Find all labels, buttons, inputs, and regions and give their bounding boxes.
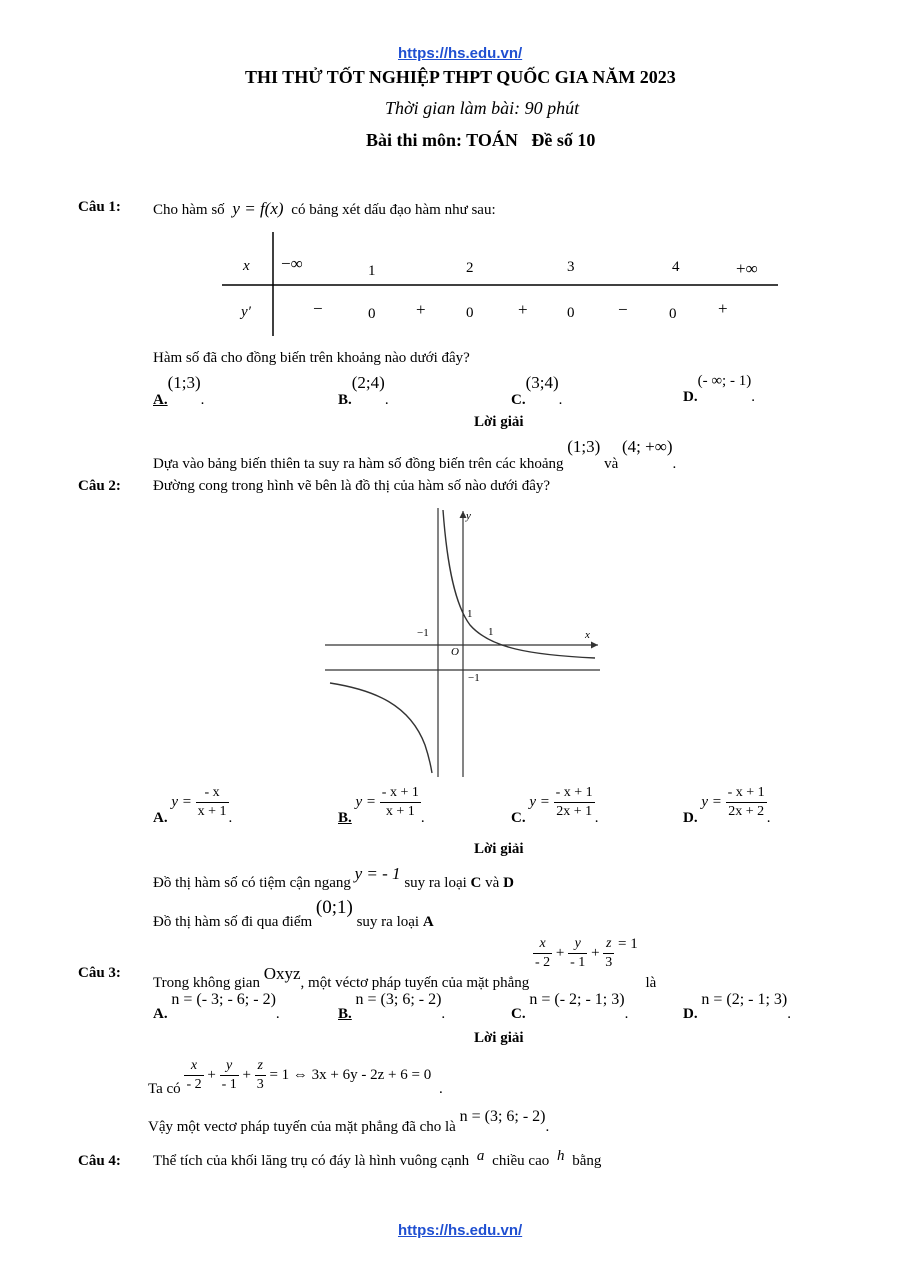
q1-solution-title: Lời giải xyxy=(474,414,524,430)
q3-option-a[interactable]: A. n = (- 3; - 6; - 2). xyxy=(153,991,280,1022)
q1-sign-1: − xyxy=(313,299,323,318)
q1-func: y = f(x) xyxy=(232,199,284,218)
q1-solution: Dựa vào bảng biến thiên ta suy ra hàm số đồng biến trên các khoảng (1;3) và (4; +∞). xyxy=(153,437,677,472)
curve-left-branch xyxy=(330,683,432,773)
q2-option-d[interactable]: D. y = $\frac{- x + 1}{2x + 2}$ . xyxy=(683,785,771,826)
q1-t-2: 2 xyxy=(466,260,474,276)
q1-option-b[interactable]: B.(2;4). xyxy=(338,373,389,408)
q1-sign-4: − xyxy=(618,300,628,319)
q1-zero-2: 0 xyxy=(466,305,474,321)
q1-t-4: 4 xyxy=(672,259,680,275)
q1-text: Cho hàm số y = f(x) có bảng xét dấu đạo hàm như sau: xyxy=(153,199,496,218)
q1-t-minf: −∞ xyxy=(281,254,303,273)
q1-sign-3: + xyxy=(518,300,528,319)
q2-solution-2: Đồ thị hàm số đi qua điểm (0;1) suy ra loại A xyxy=(153,897,434,930)
tick-1-x: 1 xyxy=(488,626,494,638)
q1-t-1: 1 xyxy=(368,263,376,279)
tick-neg1-y: −1 xyxy=(468,672,480,684)
tick-neg1-x: −1 xyxy=(417,627,429,639)
q2-option-a[interactable]: A. y = $\frac{- x}{x + 1}$ . xyxy=(153,785,233,826)
q1-label: Câu 1: xyxy=(78,199,121,215)
q1-zero-1: 0 xyxy=(368,306,376,322)
q4-text: Thể tích của khối lăng trụ có đáy là hình vuông cạnh a chiều cao h bằng xyxy=(153,1148,602,1169)
q1-t-pinf: +∞ xyxy=(736,259,758,278)
q2-option-b[interactable]: B. y = $\frac{- x + 1}{x + 1}$ . xyxy=(338,785,425,826)
q1-sign-2: + xyxy=(416,300,426,319)
q1-zero-4: 0 xyxy=(669,306,677,322)
q1-option-d[interactable]: D.(- ∞; - 1). xyxy=(683,373,755,405)
q2-graph xyxy=(320,505,605,780)
q3-solution-title: Lời giải xyxy=(474,1030,524,1046)
q2-solution-title: Lời giải xyxy=(474,841,524,857)
q1-t-3: 3 xyxy=(567,259,575,275)
y-axis-label: y xyxy=(466,510,471,522)
q2-solution-1: Đồ thị hàm số có tiệm cận ngang y = - 1 suy ra loại C và D xyxy=(153,864,514,891)
exam-time: Thời gian làm bài: 90 phút xyxy=(385,98,580,118)
q2-text: Đường cong trong hình vẽ bên là đồ thị của hàm số nào dưới đây? xyxy=(153,478,551,494)
q2-label: Câu 2: xyxy=(78,478,121,494)
tick-1-y: 1 xyxy=(467,608,473,620)
exam-title: THI THỬ TỐT NGHIỆP THPT QUỐC GIA NĂM 2023 xyxy=(245,67,676,87)
q1-sign-5: + xyxy=(718,299,728,318)
q1-option-c[interactable]: C.(3;4). xyxy=(511,373,563,408)
q2-option-c[interactable]: C. y = $\frac{- x + 1}{2x + 1}$ . xyxy=(511,785,599,826)
q3-solution-2: Vậy một vectơ pháp tuyến của mặt phẳng đã cho là n = (3; 6; - 2). xyxy=(148,1108,550,1135)
q1-zero-3: 0 xyxy=(567,305,575,321)
exam-subject: Bài thi môn: TOÁN Đề số 10 xyxy=(366,130,596,150)
q3-text: Trong không gian Oxyz, một véctơ pháp tuyến của mặt phẳng $\frac{x}{- 2}$ + $\frac{y}{- 1}$ + $\frac{z}{3}$ = 1 là xyxy=(153,935,657,991)
footer-link[interactable]: https://hs.edu.vn/ xyxy=(398,1222,523,1239)
q1-t-x: x xyxy=(243,258,250,274)
q1-t-yprime: y′ xyxy=(241,304,251,320)
q1-option-a[interactable]: A.(1;3). xyxy=(153,373,205,408)
header-link[interactable]: https://hs.edu.vn/ xyxy=(398,45,523,62)
curve-right-branch xyxy=(443,510,595,658)
x-axis-label: x xyxy=(585,629,590,641)
q3-option-b[interactable]: B. n = (3; 6; - 2). xyxy=(338,991,446,1022)
q1-question: Hàm số đã cho đồng biến trên khoảng nào dưới đây? xyxy=(153,350,470,366)
origin-label: O xyxy=(451,646,459,658)
q4-label: Câu 4: xyxy=(78,1153,121,1169)
q3-solution-1: Ta có $\frac{x}{- 2}$ + $\frac{y}{- 1}$ + $\frac{z}{3}$ = 1 ⇔ 3x + 6y - 2z + 6 = 0 . xyxy=(148,1058,443,1097)
q3-option-c[interactable]: C. n = (- 2; - 1; 3). xyxy=(511,991,629,1022)
q3-label: Câu 3: xyxy=(78,965,121,981)
q3-option-d[interactable]: D. n = (2; - 1; 3). xyxy=(683,991,791,1022)
q1-sign-table xyxy=(218,232,783,340)
